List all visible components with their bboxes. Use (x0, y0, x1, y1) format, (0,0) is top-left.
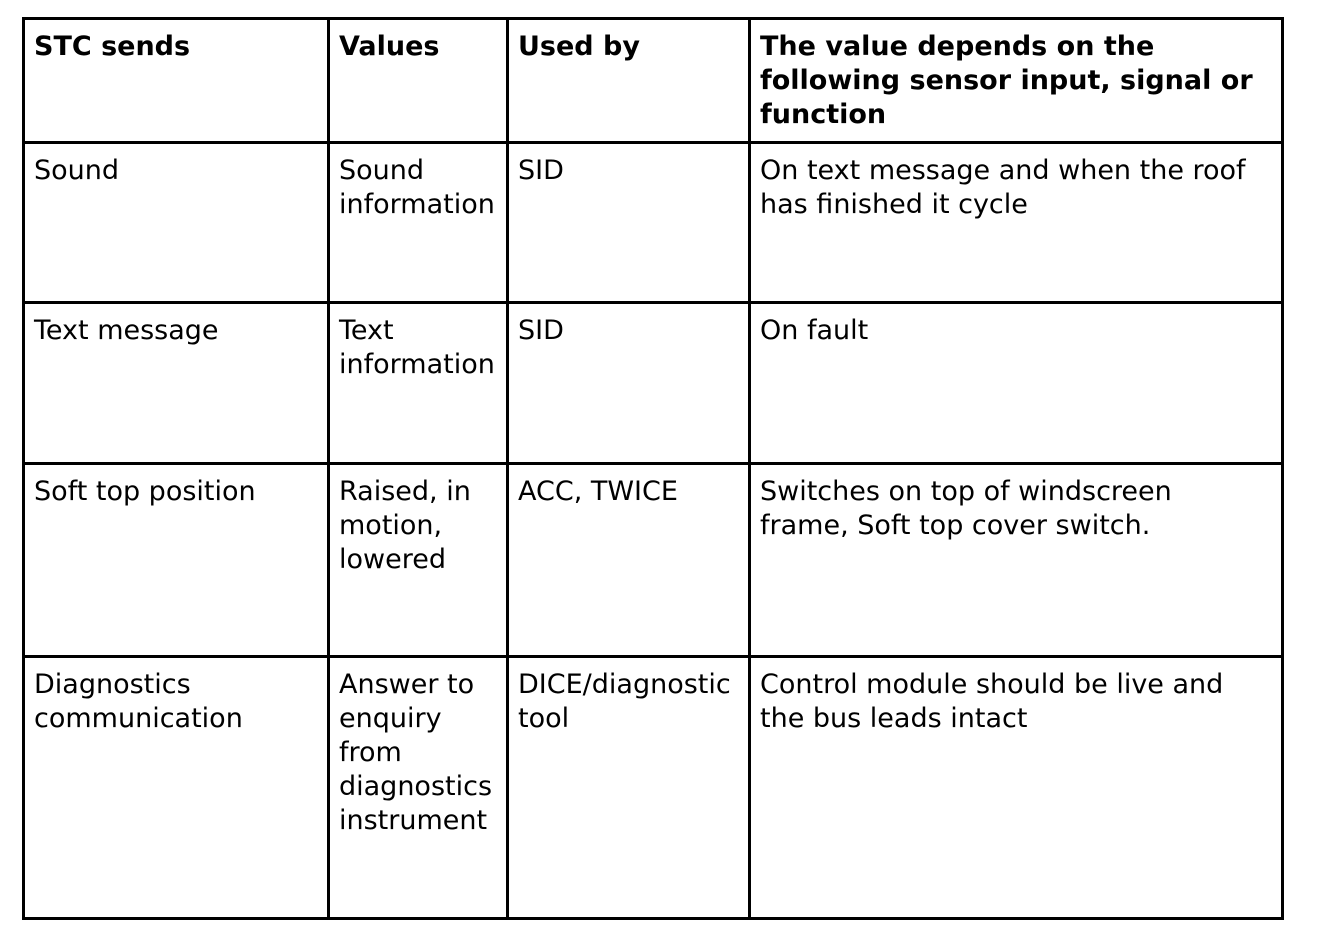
cell-stc-sends: Text message (24, 303, 329, 464)
cell-depends-on: On text message and when the roof has finished it cycle (750, 143, 1283, 303)
signal-table (22, 17, 1284, 920)
cell-depends-on: On fault (750, 303, 1283, 464)
cell-stc-sends: Soft top position (24, 464, 329, 657)
header-used-by: Used by (508, 19, 750, 143)
cell-depends-on: Control module should be live and the bus leads intact (750, 657, 1283, 919)
cell-stc-sends: Sound (24, 143, 329, 303)
table-row (24, 143, 1283, 303)
cell-values: Sound information (329, 143, 508, 303)
cell-used-by: ACC, TWICE (508, 464, 750, 657)
cell-values: Text information (329, 303, 508, 464)
header-stc-sends: STC sends (24, 19, 329, 143)
cell-used-by: SID (508, 143, 750, 303)
table-row (24, 464, 1283, 657)
header-depends-on: The value depends on the following sensor input, signal or function (750, 19, 1283, 143)
cell-used-by: SID (508, 303, 750, 464)
header-values: Values (329, 19, 508, 143)
table-header-row (24, 19, 1283, 143)
cell-used-by: DICE/diagnostic tool (508, 657, 750, 919)
cell-values: Raised, in motion, lowered (329, 464, 508, 657)
table-row (24, 303, 1283, 464)
cell-depends-on: Switches on top of windscreen frame, Soft top cover switch. (750, 464, 1283, 657)
cell-stc-sends: Diagnostics communication (24, 657, 329, 919)
cell-values: Answer to enquiry from diagnostics instrument (329, 657, 508, 919)
table-row (24, 657, 1283, 919)
